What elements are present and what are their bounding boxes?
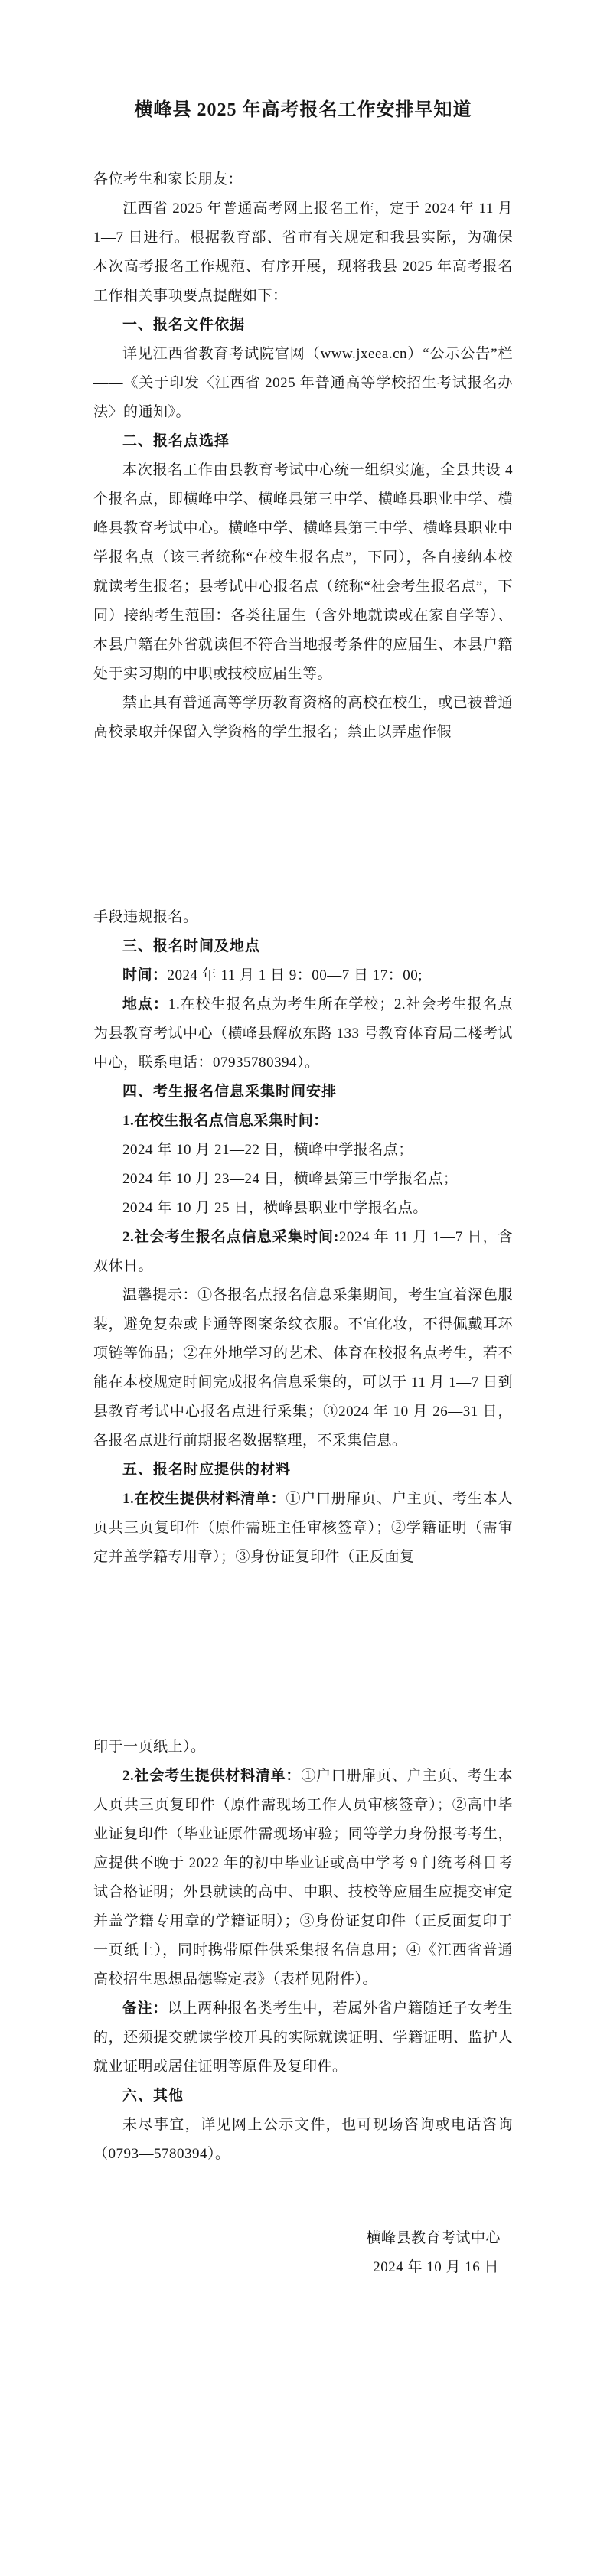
section-2-heading: 二、报名点选择 [122, 433, 230, 449]
section-6-paragraph: 未尽事宜，详见网上公示文件，也可现场咨询或电话咨询（0793—5780394）。 [93, 2117, 513, 2162]
page-break-gap-2 [93, 1572, 513, 1733]
note-text: 以上两种报名类考生中，若属外省户籍随迁子女考生的，还须提交就读学校开具的实际就读证明、学籍证明、监护人就业证明或居住证明等原件及复印件。 [93, 2000, 513, 2075]
note-paragraph [93, 1994, 513, 2082]
intro-paragraph: 江西省 2025 年普通高考网上报名工作，定于 2024 年 11 月 1—7 日进行。根据教育部、省市有关规定和我县实际，为确保本次高考报名工作规范、有序开展，现将我县 2025 年高考报名工作相关事项要点提醒如下： [93, 201, 513, 304]
materials-sub1-continued: 印于一页纸上）。 [93, 1739, 206, 1755]
signature-org: 横峰县教育考试中心 [366, 2230, 501, 2246]
time-line [93, 961, 513, 990]
materials-sub2-text: ①户口册扉页、户主页、考生本人页共三页复印件（原件需现场工作人员审核签章）；②高中毕业证复印件（毕业证原件需现场审验；同等学力身份报考考生，应提供不晚于 2022 年的初中毕业证或高中学考 9 门统考科目考试合格证明；外县就读的高中、中职、技校等应届生应提交审定并盖学籍专用章的学籍证明）；③身份证复印件（正反面复印于一页纸上），同时携带原件供采集报名信息用；④《江西省普通高校招生思想品德鉴定表》（表样见附件）。 [93, 1768, 513, 1987]
materials-sub1-label: 1.在校生提供材料清单： [122, 1491, 286, 1507]
section-2-paragraph-2: 禁止具有普通高等学历教育资格的高校在校生，或已被普通高校录取并保留入学资格的学生报名；禁止以弄虚作假 [93, 695, 513, 740]
materials-sub1-text: ①户口册扉页、户主页、考生本人页共三页复印件（原件需班主任审核签章）；②学籍证明（需审定并盖学籍专用章）；③身份证复印件（正反面复 [93, 1491, 513, 1565]
schedule-sub2-text: 2024 年 11 月 1—7 日，含双休日。 [93, 1229, 514, 1274]
schedule-line-2: 2024 年 10 月 23—24 日，横峰县第三中学报名点； [122, 1171, 459, 1187]
section-3-heading: 三、报名时间及地点 [122, 938, 261, 954]
schedule-sub1-label: 1.在校生报名点信息采集时间： [122, 1113, 328, 1129]
page-break-gap-1 [93, 747, 513, 903]
greeting-line: 各位考生和家长朋友： [93, 171, 243, 187]
schedule-sub1-label-line [93, 1107, 513, 1136]
schedule-sub2-line [93, 1223, 513, 1281]
time-value: 2024 年 11 月 1 日 9：00—7 日 17：00; [167, 967, 423, 983]
document-title: 横峰县 2025 年高考报名工作安排早知道 [134, 100, 472, 120]
place-value: 1.在校生报名点为考生所在学校；2.社会考生报名点为县教育考试中心（横峰县解放东路 133 号教育体育局二楼考试中心，联系电话：07935780394）。 [93, 996, 513, 1071]
materials-sub2-paragraph [93, 1762, 513, 1994]
tips-paragraph: 温馨提示：①各报名点报名信息采集期间，考生宜着深色服装，避免复杂或卡通等图案条纹衣服。不宜化妆，不得佩戴耳环项链等饰品；②在外地学习的艺术、体育在校报名点考生，若不能在本校规定时间完成报名信息采集的，可以于 11 月 1—7 日到县教育考试中心报名点进行采集；③2024 年 10 月 26—31 日，各报名点进行前期报名数据整理，不采集信息。 [93, 1287, 513, 1449]
schedule-sub2-label: 2.社会考生报名点信息采集时间: [122, 1229, 339, 1245]
time-label: 时间： [122, 967, 168, 983]
note-label: 备注： [122, 2000, 168, 2017]
signature-date: 2024 年 10 月 16 日 [373, 2259, 499, 2275]
materials-sub2-label: 2.社会考生提供材料清单： [122, 1768, 302, 1784]
section-2-paragraph-2-continued: 手段违规报名。 [93, 909, 198, 925]
section-4-heading: 四、考生报名信息采集时间安排 [122, 1084, 338, 1100]
place-line [93, 990, 513, 1078]
schedule-line-1: 2024 年 10 月 21—22 日，横峰中学报名点； [122, 1142, 413, 1158]
materials-sub1-paragraph [93, 1485, 513, 1572]
schedule-line-3: 2024 年 10 月 25 日，横峰县职业中学报名点。 [122, 1200, 428, 1216]
section-2-paragraph-1: 本次报名工作由县教育考试中心统一组织实施，全县共设 4 个报名点，即横峰中学、横峰县第三中学、横峰县职业中学、横峰县教育考试中心。横峰中学、横峰县第三中学、横峰县职业中学报名点（该三者统称“在校生报名点”，下同），各自接纳本校就读考生报名；县考试中心报名点（统称“社会考生报名点”，下同）接纳考生范围：各类往届生（含外地就读或在家自学等）、本县户籍在外省就读但不符合当地报考条件的应届生、本县户籍处于实习期的中职或技校应届生等。 [93, 462, 513, 682]
place-label: 地点： [122, 996, 168, 1012]
section-6-heading: 六、其他 [122, 2088, 184, 2104]
section-1-heading: 一、报名文件依据 [122, 317, 246, 333]
section-5-heading: 五、报名时应提供的材料 [122, 1462, 292, 1478]
section-1-paragraph: 详见江西省教育考试院官网（www.jxeea.cn）“公示公告”栏——《关于印发〈江西省 2025 年普通高等学校招生考试报名办法〉的通知》。 [93, 346, 513, 420]
